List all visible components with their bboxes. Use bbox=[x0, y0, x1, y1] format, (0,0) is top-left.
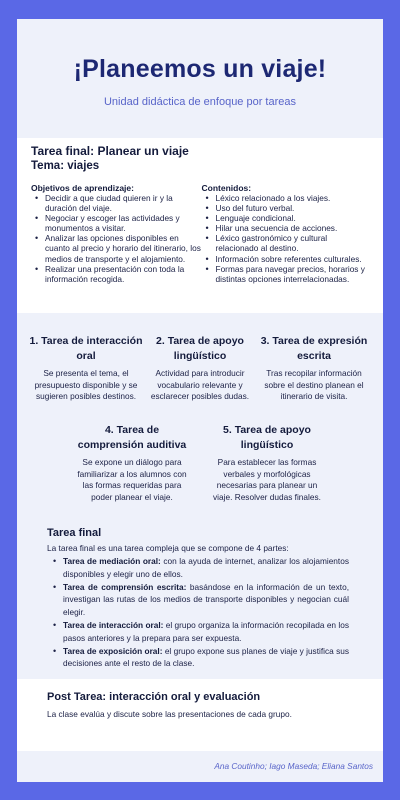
final-task-item-label: Tarea de interacción oral: bbox=[63, 619, 164, 630]
final-task-item-text: el grupo expone sus planes de viaje y justifica sus decisiones ante el resto de la clase. bbox=[63, 645, 349, 669]
final-task-item-label: Tarea de mediación oral: bbox=[63, 556, 161, 566]
content-item: • Léxico gastronómico y cultural relacionado al destino. bbox=[202, 233, 372, 253]
task-card-4 bbox=[75, 423, 189, 503]
objectives-heading: Objetivos de aprendizaje: bbox=[31, 183, 134, 193]
final-task-item-text: el grupo organiza la información recopilada en los pasos anteriores y la prepara para ser expuesta. bbox=[63, 619, 349, 643]
task-card-title: 3. Tarea de expresión escrita bbox=[260, 335, 368, 362]
objective-item: • Realizar una presentación con toda la información recogida. bbox=[31, 264, 202, 284]
objectives-list bbox=[31, 193, 202, 284]
content-item: • Información sobre referentes culturales. bbox=[202, 254, 372, 264]
objective-item: • Analizar las opciones disponibles en cuanto al precio y horario del itinerario, los medios de transporte y el alojamiento. bbox=[31, 233, 202, 263]
final-task-title: Tarea final bbox=[47, 527, 102, 539]
final-task-item-text: con la ayuda de internet, analizar los alojamientos disponibles y elegir uno de ellos. bbox=[63, 556, 349, 579]
task-card-title: 4. Tarea de comprensión auditiva bbox=[77, 424, 187, 451]
final-task-list bbox=[47, 555, 349, 670]
final-task-item-label: Tarea de exposición oral: bbox=[63, 645, 163, 656]
final-task-item bbox=[47, 645, 349, 671]
task-card-5 bbox=[209, 423, 325, 503]
task-card-desc: Para establecer las formas verbales y morfológicas necesarias para planear un viaje. Resolver dudas finales. bbox=[213, 457, 321, 502]
page-title: ¡Planeemos un viaje! bbox=[73, 55, 327, 83]
content-item: • Formas para navegar precios, horarios y distintas opciones interrelacionadas. bbox=[202, 264, 372, 284]
authors-credit: Ana Coutinho; Iago Maseda; Eliana Santos bbox=[214, 761, 373, 771]
task-overview-section bbox=[17, 138, 383, 313]
final-task-item bbox=[47, 581, 349, 619]
objective-item: • Decidir a que ciudad quieren ir y la duración del viaje. bbox=[31, 193, 202, 213]
post-task-title: Post Tarea: interacción oral y evaluación bbox=[47, 691, 261, 703]
task-card-3 bbox=[257, 334, 371, 403]
task-card-title: 1. Tarea de interacción oral bbox=[29, 335, 143, 362]
contents-list bbox=[202, 193, 372, 284]
task-card-title: 2. Tarea de apoyo lingüístico bbox=[156, 335, 244, 362]
task-card-desc: Se presenta el tema, el presupuesto disponible y se sugieren posibles destinos. bbox=[34, 368, 138, 402]
final-task-item-label: Tarea de comprensión escrita: bbox=[63, 581, 187, 592]
objective-item: • Negociar y escoger las actividades y monumentos a visitar. bbox=[31, 213, 202, 233]
final-task-item bbox=[47, 619, 349, 645]
final-task-item bbox=[47, 555, 349, 581]
task-card-1 bbox=[29, 334, 143, 403]
post-task-section bbox=[17, 679, 383, 751]
objectives-column bbox=[31, 183, 202, 284]
final-task-section bbox=[47, 527, 349, 670]
task-card-desc: Tras recopilar información sobre el destino planean el itinerario de visita. bbox=[264, 368, 364, 402]
page-subtitle: Unidad didáctica de enfoque por tareas bbox=[103, 96, 297, 108]
content-item: • Lenguaje condicional. bbox=[202, 213, 372, 223]
content-item: • Hilar una secuencia de acciones. bbox=[202, 223, 372, 233]
post-task-text: La clase evalúa y discute sobre las presentaciones de cada grupo. bbox=[47, 709, 292, 719]
task-card-title: 5. Tarea de apoyo lingüístico bbox=[223, 424, 311, 451]
contents-column bbox=[202, 183, 372, 284]
poster bbox=[17, 19, 383, 782]
final-task-intro: La tarea final es una tarea compleja que se compone de 4 partes: bbox=[47, 543, 289, 553]
task-title: Tarea final: Planear un viaje bbox=[31, 144, 189, 158]
task-card-desc: Se expone un diálogo para familiarizar a los alumnos con las formas requeridas para poder planear el viaje. bbox=[77, 457, 187, 502]
final-task-item-text: basándose en la información de un texto, investigan las rutas de los medios de transporte disponibles y negocian cuál elegir. bbox=[63, 581, 350, 618]
contents-heading: Contenidos: bbox=[201, 183, 252, 193]
task-theme: Tema: viajes bbox=[31, 160, 100, 172]
task-card-2 bbox=[143, 334, 257, 403]
task-card-desc: Actividad para introducir vocabulario relevante y esclarecer posibles dudas. bbox=[150, 368, 250, 402]
overview-columns bbox=[31, 183, 371, 284]
content-item: • Uso del futuro verbal. bbox=[202, 203, 372, 213]
header bbox=[17, 19, 383, 138]
content-item: • Léxico relacionado a los viajes. bbox=[202, 193, 372, 203]
